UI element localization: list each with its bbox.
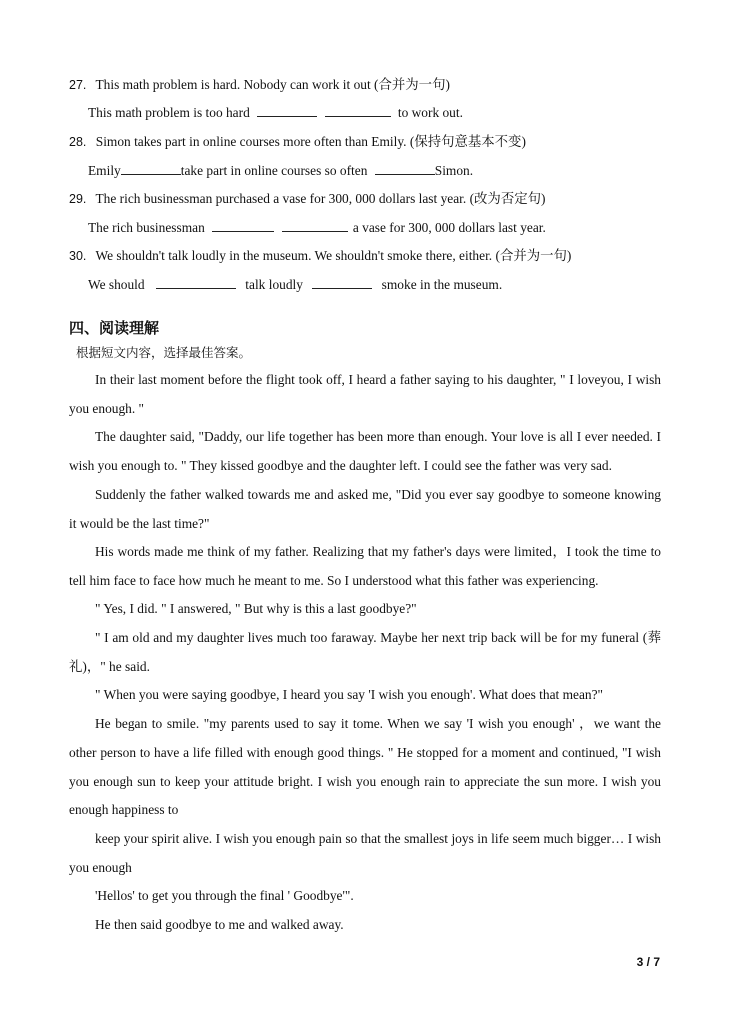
- question-29: [69, 190, 545, 208]
- question-text: The rich businessman purchased a vase for 300, 000 dollars last year. (改为否定句): [95, 191, 546, 206]
- answer-blank[interactable]: [156, 276, 236, 289]
- answer-middle: take part in online courses so often: [180, 163, 368, 178]
- answer-blank[interactable]: [375, 162, 435, 175]
- passage-paragraph: His words made me think of my father. Realizing that my father's days were limited，I took the time to tell him face to face how much he meant to me. So I understood what this father was experiencing.: [69, 544, 661, 588]
- question-number: 27.: [69, 78, 87, 92]
- question-text: This math problem is hard. Nobody can work it out (合并为一句): [95, 77, 450, 92]
- answer-prefix: Emily: [88, 163, 121, 178]
- passage-paragraph: " I am old and my daughter lives much too faraway. Maybe her next trip back will be for my funeral (葬礼)，" he said.: [69, 630, 661, 674]
- question-number: 28.: [69, 135, 87, 149]
- answer-suffix: to work out.: [397, 105, 463, 120]
- answer-line-30: [88, 276, 502, 294]
- answer-prefix: We should: [88, 277, 145, 292]
- question-30: [69, 247, 571, 265]
- answer-line-27: [88, 104, 463, 122]
- question-28: [69, 133, 526, 151]
- question-text: Simon takes part in online courses more often than Emily. (保持句意基本不变): [95, 134, 526, 149]
- passage-paragraph: Suddenly the father walked towards me and asked me, "Did you ever say goodbye to someone knowing it would be the last time?": [69, 487, 661, 531]
- answer-blank[interactable]: [325, 104, 391, 117]
- answer-suffix: a vase for 300, 000 dollars last year.: [352, 220, 546, 235]
- answer-prefix: The rich businessman: [88, 220, 205, 235]
- section-heading: 四、阅读理解: [69, 319, 160, 337]
- passage-paragraph: " Yes, I did. " I answered, " But why is this a last goodbye?": [95, 601, 417, 616]
- passage-paragraph: He began to smile. "my parents used to say it tome. When we say 'I wish you enough' ，we want the other person to have a life filled with enough good things. " He stopped for a moment and continued, "I wish you enough sun to keep your attitude bright. I wish you enough rain to appreciate the sun more. I wish you enough happiness to: [69, 716, 661, 818]
- question-27: [69, 76, 450, 94]
- answer-blank[interactable]: [282, 219, 348, 232]
- passage-paragraph: The daughter said, "Daddy, our life together has been more than enough. Your love is all I ever needed. I wish you enough to. " They kissed goodbye and the daughter left. I could see the father was very sad.: [69, 429, 661, 473]
- answer-line-29: [88, 219, 546, 237]
- answer-blank[interactable]: [312, 276, 372, 289]
- answer-blank[interactable]: [212, 219, 274, 232]
- passage-paragraph: keep your spirit alive. I wish you enough pain so that the smallest joys in life seem much bigger… I wish you enough: [69, 831, 661, 875]
- section-instruction: 根据短文内容，选择最佳答案。: [76, 345, 252, 360]
- question-number: 29.: [69, 192, 87, 206]
- passage-paragraph: 'Hellos' to get you through the final ' Goodbye'".: [95, 888, 354, 903]
- page-number: 3 / 7: [636, 955, 660, 969]
- answer-suffix: smoke in the museum.: [381, 277, 503, 292]
- passage-paragraph: " When you were saying goodbye, I heard you say 'I wish you enough'. What does that mean?": [95, 687, 603, 702]
- answer-suffix: Simon.: [434, 163, 474, 178]
- answer-prefix: This math problem is too hard: [88, 105, 250, 120]
- question-number: 30.: [69, 249, 87, 263]
- passage-paragraph: He then said goodbye to me and walked away.: [95, 917, 344, 932]
- answer-blank[interactable]: [257, 104, 317, 117]
- question-text: We shouldn't talk loudly in the museum. We shouldn't smoke there, either. (合并为一句): [95, 248, 572, 263]
- answer-middle: talk loudly: [245, 277, 303, 292]
- answer-blank[interactable]: [121, 162, 181, 175]
- answer-line-28: [88, 162, 473, 180]
- passage-paragraph: In their last moment before the flight took off, I heard a father saying to his daughter, " I loveyou, I wish you enough. ": [69, 372, 661, 416]
